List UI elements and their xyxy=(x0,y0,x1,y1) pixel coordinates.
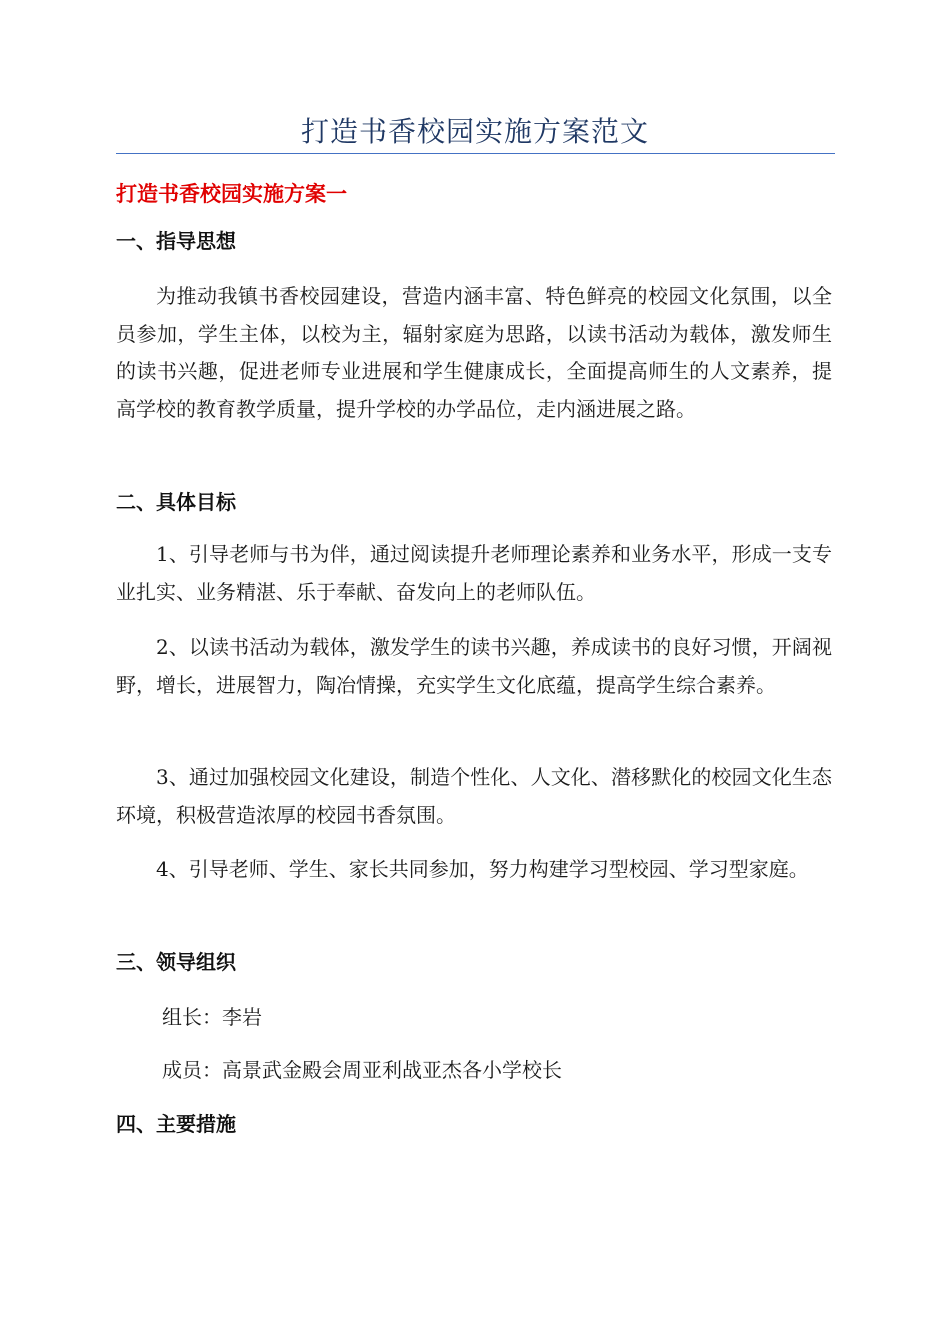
members-line: 成员：高景武金殿会周亚利战亚杰各小学校长 xyxy=(162,1058,562,1082)
section-heading-leadership: 三、领导组织 xyxy=(116,950,236,974)
leader-line: 组长：李岩 xyxy=(162,1005,262,1029)
section-heading-main-measures: 四、主要措施 xyxy=(116,1112,236,1136)
document-title: 打造书香校园实施方案范文 xyxy=(300,115,649,148)
title-underline xyxy=(116,153,835,154)
section-heading-specific-goals: 二、具体目标 xyxy=(116,490,236,514)
paragraph-guiding-ideology: 为推动我镇书香校园建设，营造内涵丰富、特色鲜亮的校园文化氛围，以全员参加，学生主体，以校为主，辐射家庭为思路，以读书活动为载体，激发师生的读书兴趣，促进老师专业进展和学生健康成长，全面提高师生的人文素养，提高学校的教育教学质量，提升学校的办学品位，走内涵进展之路。 xyxy=(116,284,832,421)
paragraph-goal-2: 2、以读书活动为载体，激发学生的读书兴趣，养成读书的良好习惯，开阔视野，增长，进展智力，陶冶情操，充实学生文化底蕴，提高学生综合素养。 xyxy=(116,635,832,697)
document-subtitle: 打造书香校园实施方案一 xyxy=(116,182,347,206)
paragraph-goal-3: 3、通过加强校园文化建设，制造个性化、人文化、潜移默化的校园文化生态环境，积极营造浓厚的校园书香氛围。 xyxy=(116,765,832,827)
paragraph-goal-4: 4、引导老师、学生、家长共同参加，努力构建学习型校园、学习型家庭。 xyxy=(156,857,809,881)
section-heading-guiding-ideology: 一、指导思想 xyxy=(116,229,236,253)
paragraph-goal-1: 1、引导老师与书为伴，通过阅读提升老师理论素养和业务水平，形成一支专业扎实、业务精湛、乐于奉献、奋发向上的老师队伍。 xyxy=(116,542,832,604)
